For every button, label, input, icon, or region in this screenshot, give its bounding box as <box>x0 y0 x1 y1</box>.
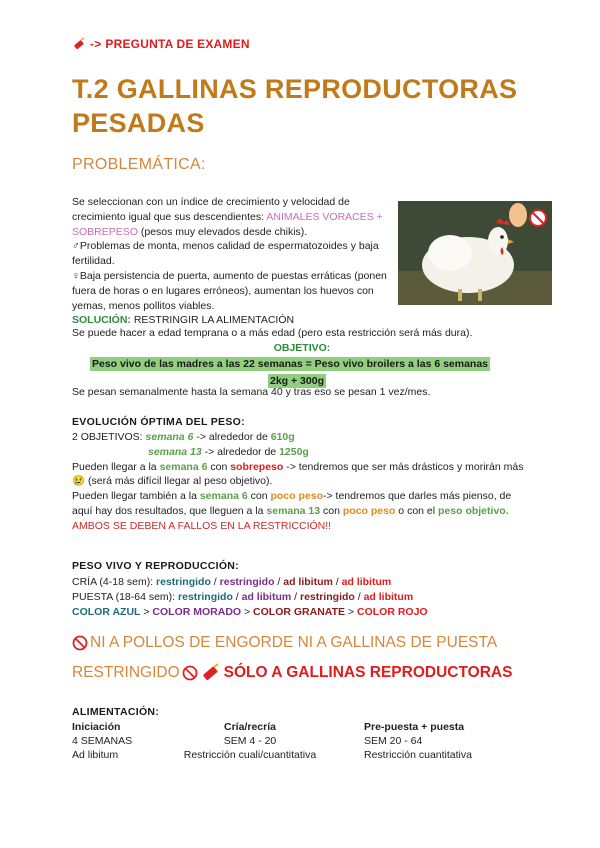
objetivo-line1: Peso vivo de las madres a las 22 semanas = Peso vivo broilers a las 6 semanas <box>92 358 489 370</box>
l4a: Pueden llegar también a la <box>72 490 200 503</box>
puesta-r4: ad libitum <box>363 590 414 603</box>
p1-end: (pesos muy elevados desde chikis). <box>137 225 308 238</box>
cria-r1: restringido <box>156 576 211 588</box>
cria-r3: ad libitum <box>283 576 333 588</box>
solucion-label: SOLUCIÓN: <box>72 314 131 327</box>
l4j: peso objetivo. <box>438 504 509 517</box>
l4b: semana 6 <box>199 490 248 503</box>
evo-block <box>72 430 534 534</box>
l4d: poco peso <box>270 490 323 503</box>
puesta-r3: restringido <box>299 590 355 603</box>
objetivo-line2: 2kg + 300g <box>270 375 324 387</box>
section-heading: PROBLEMÁTICA: <box>72 156 206 173</box>
evo-arrow2: -> alrededor de <box>201 445 280 458</box>
pvr-block <box>72 575 532 619</box>
gt: > <box>345 605 357 618</box>
legend-morado: COLOR MORADO <box>152 605 242 618</box>
hen-photo <box>398 201 552 305</box>
cria-r2: restringido <box>219 576 275 588</box>
l4g: con <box>320 504 343 517</box>
sad-face-icon: 😢 <box>72 475 86 488</box>
evo-s13: semana 13 <box>148 445 202 458</box>
problematica-text <box>72 195 390 328</box>
l4c: con <box>247 490 271 503</box>
prohibited-icon <box>530 210 546 226</box>
male-text: Problemas de monta, menos calidad de espermatozoides y baja fertilidad. <box>72 240 379 268</box>
l3a: Pueden llegar a la <box>72 460 160 473</box>
evo-objetivos: 2 OBJETIVOS: <box>72 431 146 443</box>
alimentacion-heading: ALIMENTACIÓN: <box>72 706 160 718</box>
evo-arrow1: -> alrededor de <box>193 431 271 443</box>
objetivo-label: OBJETIVO: <box>273 342 331 354</box>
legend-granate: COLOR GRANATE <box>253 605 346 618</box>
warning-block <box>72 628 542 688</box>
sep: / <box>291 590 300 603</box>
l4i: o con el <box>395 504 439 517</box>
table-cell: Restricción cuali/cuantitativa <box>183 749 317 761</box>
warning-line1: NI A POLLOS DE ENGORDE NI A GALLINAS DE PUESTA <box>90 634 498 651</box>
female-text: Baja persistencia de puerta, aumento de puestas erráticas (ponen fuera de horas o en lugares erróneos), aumentan los huevos con yemas, menos pollitos viables. <box>72 269 387 312</box>
sep: / <box>354 590 364 603</box>
puesta-label: PUESTA (18-64 sem): <box>72 590 179 603</box>
dynamite-icon <box>72 37 86 51</box>
evo-heading: EVOLUCIÓN ÓPTIMA DEL PESO: <box>72 416 245 428</box>
page-title: T.2 GALLINAS REPRODUCTORAS PESADAS <box>72 74 518 138</box>
prohibited-icon <box>72 635 88 651</box>
table-header: Pre-puesta + puesta <box>364 721 465 733</box>
l3c: con <box>207 460 231 473</box>
edad-text: Se puede hacer a edad temprana o a más edad (pero esta restricción será más dura). <box>72 327 473 339</box>
warning-line2b: SÓLO A GALLINAS REPRODUCTORAS <box>223 664 513 681</box>
ambos-text: AMBOS SE DEBEN A FALLOS EN LA RESTRICCIÓN!! <box>72 519 332 532</box>
sep: / <box>274 576 284 588</box>
solucion-text: RESTRINGIR LA ALIMENTACIÓN <box>130 314 295 327</box>
weekly-text: Se pesan semanalmente hasta la semana 40 y tras eso se pesan 1 vez/mes. <box>72 386 431 398</box>
sep: / <box>210 576 220 588</box>
evo-v2: 1250g <box>279 445 309 458</box>
dynamite-icon <box>200 662 222 684</box>
exam-label: PREGUNTA DE EXAMEN <box>105 37 250 51</box>
table-header: Cría/recría <box>224 721 276 733</box>
prohibited-icon <box>182 665 198 681</box>
l4f: semana 13 <box>266 504 321 517</box>
puesta-r1: restringido <box>178 590 233 603</box>
l3b: semana 6 <box>159 460 208 473</box>
gt: > <box>140 605 153 618</box>
egg-icon <box>509 203 527 227</box>
male-symbol: ♂ <box>72 240 80 253</box>
puesta-r2: ad libitum <box>241 590 292 603</box>
table-cell: SEM 4 - 20 <box>223 735 277 747</box>
warning-line2: RESTRINGIDO <box>72 664 180 681</box>
l4h: poco peso <box>342 504 396 517</box>
l4e: -> tendremos que darles más pienso, de aquí hay dos resultados, que lleguen a la <box>72 490 512 517</box>
sep: / <box>232 590 242 603</box>
l3e: -> tendremos que ser más drásticos y morirán más <box>283 460 524 473</box>
voraces-highlight: ANIMALES VORACES + SOBREPESO <box>72 210 383 238</box>
table-header: Iniciación <box>72 721 121 733</box>
l3f: (será más difícil llegar al peso objetivo). <box>85 475 273 488</box>
cria-r4: ad libitum <box>341 576 392 588</box>
legend-azul: COLOR AZUL <box>72 605 141 618</box>
pvr-heading: PESO VIVO Y REPRODUCCIÓN: <box>72 560 239 572</box>
p1-text: Se seleccionan con un índice de crecimiento y velocidad de crecimiento igual que sus descendientes: <box>72 196 350 223</box>
evo-v1: 610g <box>270 431 295 443</box>
table-cell: Ad libitum <box>72 749 119 761</box>
l3d: sobrepeso <box>230 460 284 473</box>
exam-arrow: -> <box>90 37 102 51</box>
sep: / <box>332 576 342 588</box>
cria-label: CRÍA (4-18 sem): <box>72 576 157 588</box>
evo-s6: semana 6 <box>145 431 194 443</box>
gt: > <box>241 605 254 618</box>
legend-rojo: COLOR ROJO <box>356 605 428 618</box>
table-cell: Restricción cuantitativa <box>364 749 472 761</box>
table-cell: 4 SEMANAS <box>72 735 133 747</box>
table-cell: SEM 20 - 64 <box>364 735 423 747</box>
exam-header <box>72 37 250 51</box>
female-symbol: ♀ <box>72 269 80 282</box>
